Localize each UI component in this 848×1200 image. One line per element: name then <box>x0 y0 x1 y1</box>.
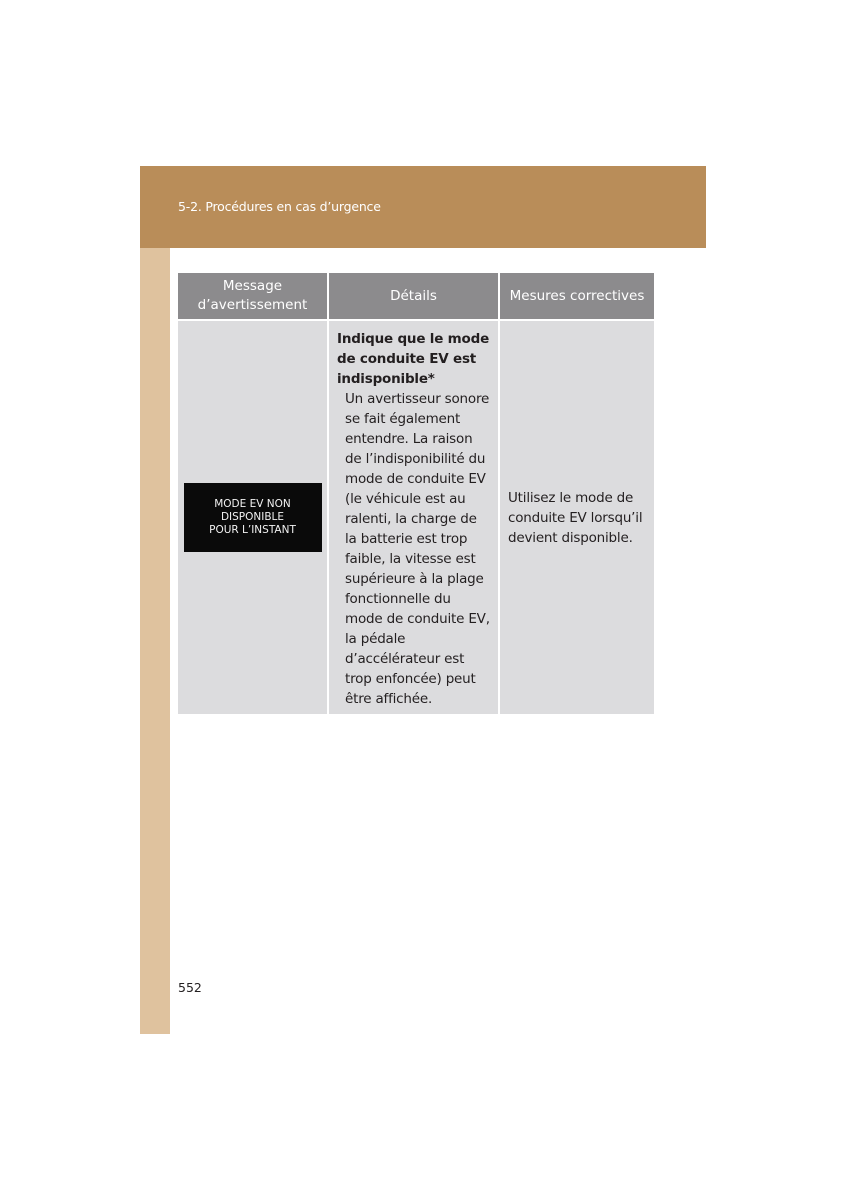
detail-body: Un avertisseur sonore se fait également entendre. La raison de l’indisponibilité du mode de conduite EV (le véhicule est au ralenti, la charge de la batterie est trop faible, la vitesse est supérieure à la plage fonctionnelle du mode de conduite EV, la pédale d’accélérateur est trop enfoncée) peut être affichée. <box>345 391 490 707</box>
display-line: POUR L’INSTANT <box>209 524 296 536</box>
side-strip <box>140 248 170 1034</box>
message-cell <box>178 320 328 714</box>
column-header-message: Message d’avertissement <box>178 273 328 320</box>
warning-message-table <box>178 273 654 714</box>
section-title: 5-2. Procédures en cas d’urgence <box>178 199 381 214</box>
ev-unavailable-display <box>184 483 322 552</box>
detail-heading: Indique que le mode de conduite EV est indisponible* <box>337 331 490 387</box>
table-header-row <box>178 273 654 320</box>
column-header-actions: Mesures correctives <box>499 273 654 320</box>
table-row <box>178 320 654 714</box>
display-line: DISPONIBLE <box>220 511 285 523</box>
section-header-band <box>140 166 706 248</box>
column-header-details: Détails <box>328 273 499 320</box>
display-line: MODE EV NON <box>214 498 291 510</box>
details-cell <box>328 320 499 714</box>
action-cell: Utilisez le mode de conduite EV lorsqu’il devient disponible. <box>499 320 654 714</box>
page-number: 552 <box>178 980 202 995</box>
